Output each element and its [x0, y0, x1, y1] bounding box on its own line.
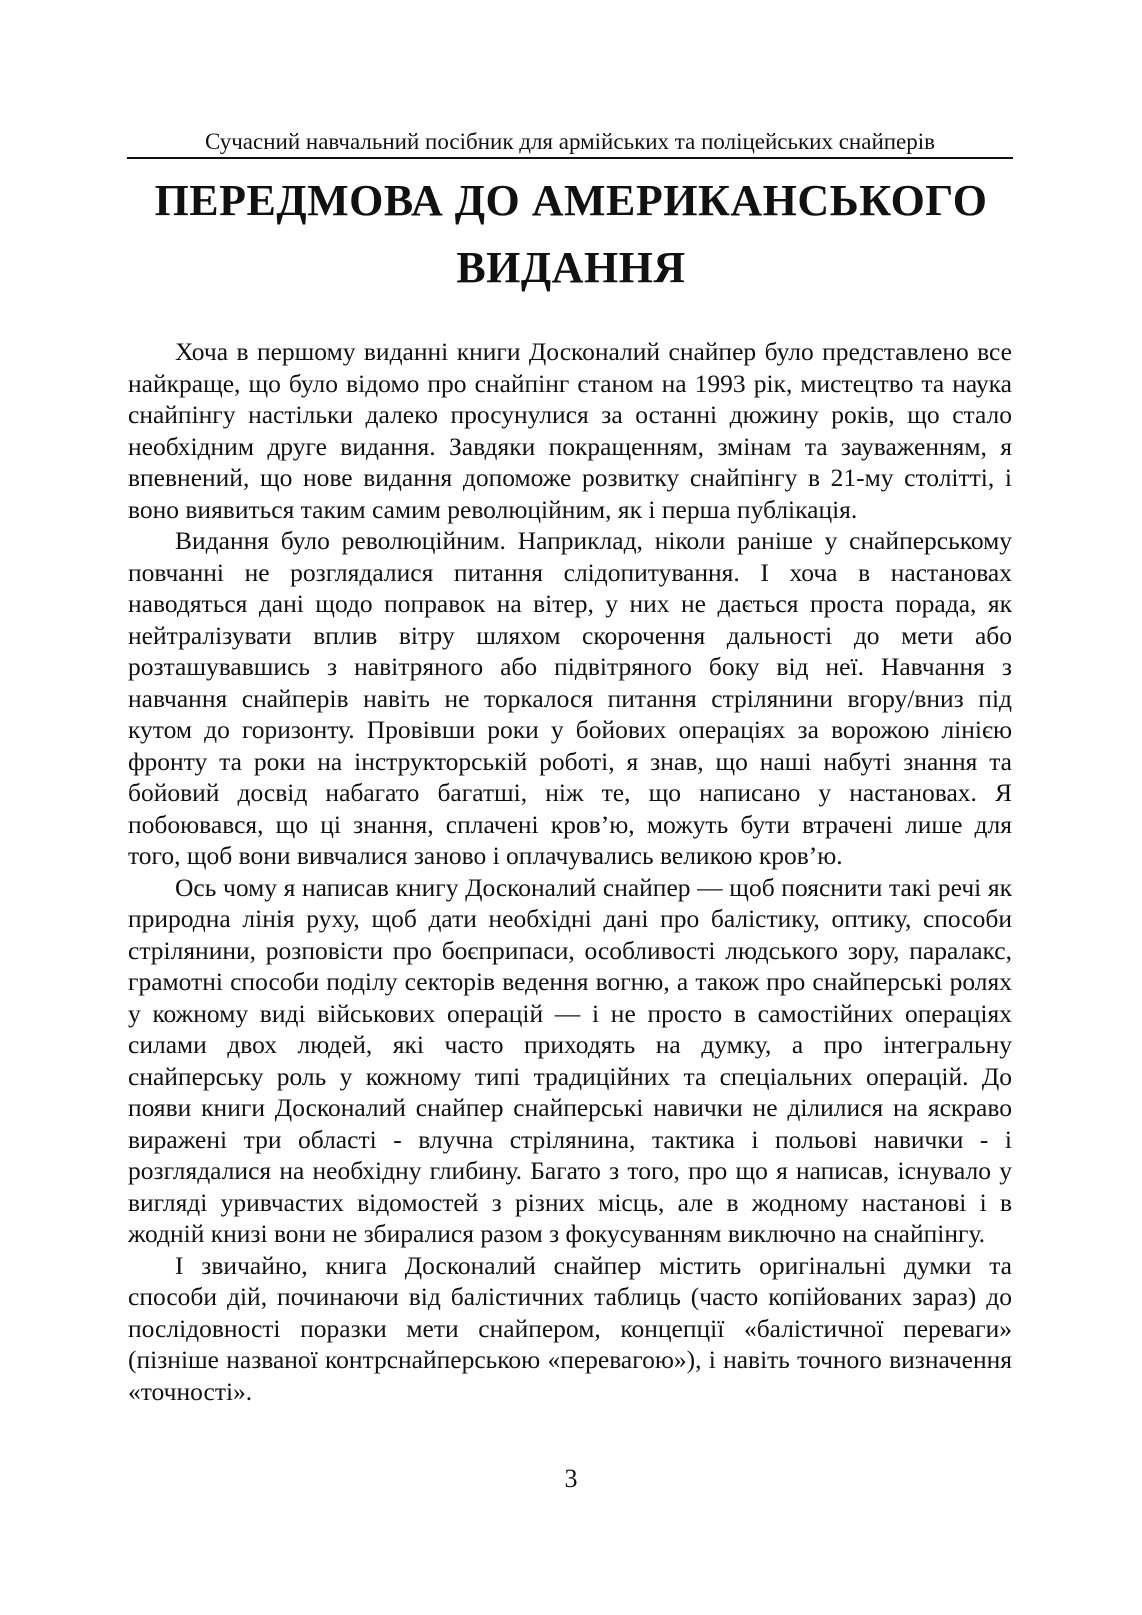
- chapter-title: [70, 167, 1072, 301]
- chapter-title-line-2: ВИДАННЯ: [456, 243, 686, 292]
- body-text: [128, 336, 1012, 1407]
- body-paragraph: Видання було революційним. Наприклад, ніколи раніше у снайперському повчанні не розглядалися питання слідопитування. І хоча в настановах наводяться дані щодо поправок на вітер, у них не дається проста порада, як нейтралізувати вплив вітру шляхом скорочення дальності до мети або розташувавшись з навітряного або підвітряного боку від неї. Навчання з навчання снайперів навіть не торкалося питання стрілянини вгору/вниз під кутом до горизонту. Провівши роки у бойових операціях за ворожою лінією фронту та роки на інструкторській роботі, я знав, що наші набуті знання та бойовий досвід набагато багатші, ніж те, що написано у настановах. Я побоювався, що ці знання, сплачені кров’ю, можуть бути втрачені лише для того, щоб вони вивчалися заново і оплачувались великою кров’ю.: [128, 526, 1012, 870]
- header-rule-divider: [127, 157, 1013, 159]
- body-paragraph: Ось чому я написав книгу Досконалий снайпер — щоб пояснити такі речі як природна лінія руху, щоб дати необхідні дані про балістику, оптику, способи стрілянини, розповісти про боєприпаси, особливості людського зору, паралакс, грамотні способи поділу секторів ведення вогню, а також про снайперські ролях у кожному виді військових операцій — і не просто в самостійних операціях силами двох людей, які часто приходять на думку, а про інтегральну снайперську роль у кожному типі традиційних та спеціальних операцій. До появи книги Досконалий снайпер снайперські навички не ділилися на яскраво виражені три області - влучна стрілянина, тактика і польові навички - і розглядалися на необхідну глибину. Багато з того, про що я написав, існувало у вигляді уривчастих відомостей з різних місць, але в жодному настанові і в жодній книзі вони не збиралися разом з фокусуванням виключно на снайпінгу.: [128, 872, 1012, 1248]
- page-number: 3: [564, 1464, 578, 1493]
- body-paragraph: Хоча в першому виданні книги Досконалий снайпер було представлено все найкраще, що було відомо про снайпінг станом на 1993 рік, мистецтво та наука снайпінгу настільки далеко просунулися за останні дюжину років, що стало необхідним друге видання. Завдяки покращенням, змінам та зауваженням, я впевнений, що нове видання допоможе розвитку снайпінгу в 21-му столітті, і воно виявиться таким самим революційним, як і перша публікація.: [128, 337, 1012, 524]
- body-paragraph: І звичайно, книга Досконалий снайпер містить оригінальні думки та способи дій, починаючи від балістичних таблиць (часто копійованих зараз) до послідовності поразки мети снайпером, концепції «балістичної переваги» (пізніше названої контрснайперською «перевагою»), і навіть точного визначення «точності».: [128, 1250, 1012, 1406]
- chapter-title-line-1: ПЕРЕДМОВА ДО АМЕРИКАНСЬКОГО: [154, 176, 988, 225]
- running-header: Сучасний навчальний посібник для армійських та поліцейських снайперів: [204, 129, 936, 154]
